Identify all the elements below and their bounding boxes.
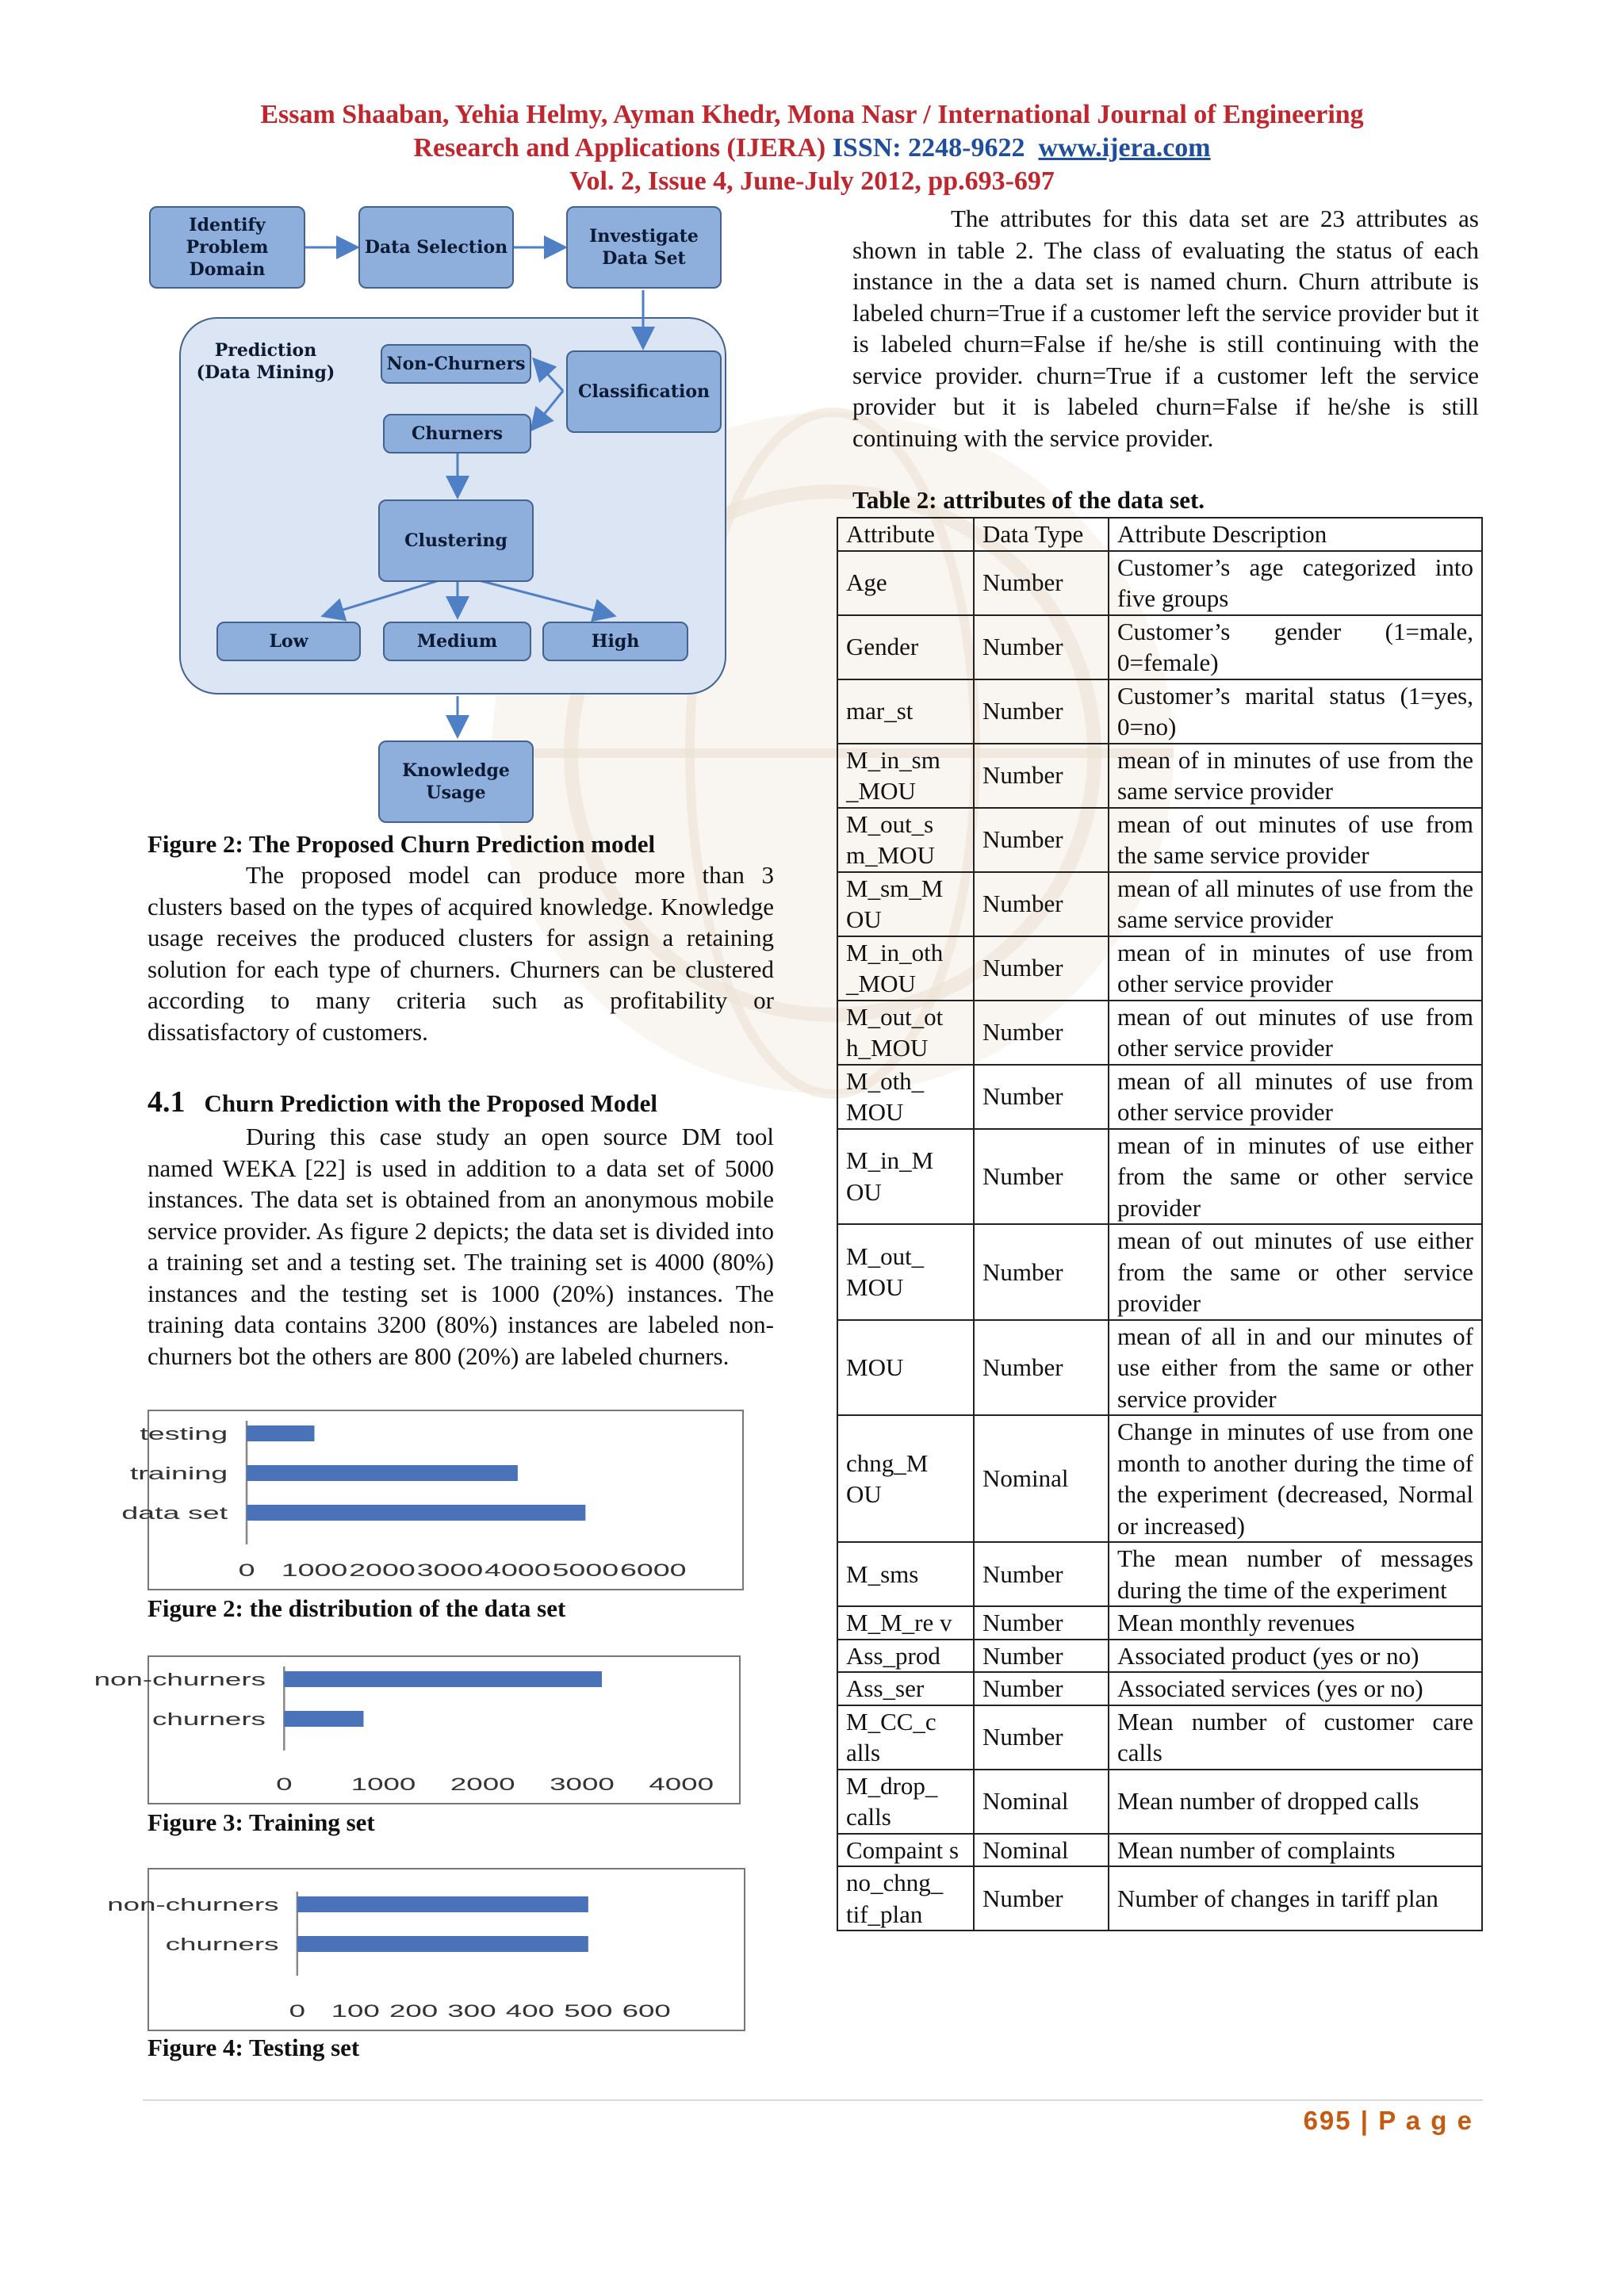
table-header-attribute: Attribute	[837, 518, 974, 551]
table-row	[837, 808, 1482, 872]
table-row	[837, 1640, 1482, 1673]
bar-data-set	[247, 1505, 585, 1521]
x-tick-label: 3000	[416, 1560, 484, 1580]
attributes-table	[837, 517, 1483, 1931]
table-row	[837, 679, 1482, 744]
description-cell: mean of all in and our minutes of use either from the same or other service provider	[1109, 1320, 1482, 1416]
chart-data-distribution-svg	[121, 1411, 745, 1592]
data-type-cell: Number	[974, 744, 1109, 808]
table-row	[837, 1001, 1482, 1065]
category-label: data set	[121, 1503, 228, 1523]
table-header-row	[837, 518, 1482, 551]
attribute-cell: M_in_oth _MOU	[837, 936, 974, 1001]
table-header-type: Data Type	[974, 518, 1109, 551]
table-row	[837, 1866, 1482, 1931]
investigate-data-box: Investigate Data Set	[566, 206, 722, 289]
data-type-cell: Number	[974, 1866, 1109, 1931]
churners-box: Churners	[383, 414, 531, 453]
table-2-caption: Table 2: attributes of the data set.	[852, 486, 1205, 514]
x-tick-label: 0	[289, 2002, 306, 2022]
attribute-cell: Ass_ser	[837, 1672, 974, 1705]
category-label: churners	[152, 1710, 266, 1730]
description-cell: Mean monthly revenues	[1109, 1606, 1482, 1640]
data-type-cell: Nominal	[974, 1834, 1109, 1867]
page-number	[1304, 2106, 1473, 2136]
description-cell: Change in minutes of use from one month to another during the time of the experiment (decreased, Normal or increased)	[1109, 1415, 1482, 1542]
page-word: P a g e	[1378, 2106, 1473, 2135]
table-row	[837, 1320, 1482, 1416]
category-label: testing	[140, 1424, 228, 1444]
bar-non-churners	[297, 1896, 588, 1912]
bar-testing	[247, 1425, 314, 1441]
header-line-3: Vol. 2, Issue 4, June-July 2012, pp.693-697	[569, 166, 1055, 196]
classification-box: Classification	[566, 350, 722, 433]
medium-cluster-box: Medium	[383, 622, 531, 661]
table-row	[837, 1705, 1482, 1770]
x-tick-label: 4000	[649, 1775, 714, 1795]
x-tick-label: 300	[447, 2002, 496, 2022]
table-row	[837, 1415, 1482, 1542]
page-number-separator: |	[1351, 2106, 1379, 2135]
data-type-cell: Number	[974, 872, 1109, 936]
header-issn: ISSN: 2248-9622	[832, 133, 1025, 163]
table-row	[837, 1065, 1482, 1129]
header-journal: Research and Applications (IJERA)	[413, 133, 833, 163]
attribute-cell: chng_M OU	[837, 1415, 974, 1542]
header-line-1: Essam Shaaban, Yehia Helmy, Ayman Khedr, Mona Nasr / International Journal of Engineering	[260, 100, 1364, 129]
description-cell: Mean number of dropped calls	[1109, 1770, 1482, 1834]
high-cluster-box: High	[542, 622, 688, 661]
category-label: training	[129, 1464, 228, 1483]
data-type-cell: Number	[974, 808, 1109, 872]
table-header-description: Attribute Description	[1109, 518, 1482, 551]
table-row	[837, 1542, 1482, 1606]
attribute-cell: no_chng_ tif_plan	[837, 1866, 974, 1931]
x-tick-label: 0	[238, 1560, 255, 1580]
attribute-cell: M_sms	[837, 1542, 974, 1606]
data-type-cell: Number	[974, 1065, 1109, 1129]
attribute-cell: M_in_sm _MOU	[837, 744, 974, 808]
data-selection-box: Data Selection	[358, 206, 514, 289]
bar-churners	[284, 1711, 363, 1727]
data-type-cell: Number	[974, 1672, 1109, 1705]
section-number: 4.1	[147, 1085, 186, 1119]
description-cell: Customer’s gender (1=male, 0=female)	[1109, 615, 1482, 679]
description-cell: mean of out minutes of use from other service provider	[1109, 1001, 1482, 1065]
data-type-cell: Nominal	[974, 1770, 1109, 1834]
figure-4-caption: Figure 4: Testing set	[147, 2034, 360, 2061]
bar-churners	[297, 1936, 588, 1952]
section-title: Churn Prediction with the Proposed Model	[204, 1089, 658, 1117]
description-cell: Mean number of complaints	[1109, 1834, 1482, 1867]
x-tick-label: 2000	[450, 1775, 515, 1795]
data-type-cell: Number	[974, 1129, 1109, 1225]
data-type-cell: Number	[974, 1542, 1109, 1606]
section-4-1-heading	[147, 1086, 782, 1119]
table-row	[837, 1129, 1482, 1225]
figure-2-caption: Figure 2: The Proposed Churn Prediction model	[147, 830, 656, 858]
data-type-cell: Nominal	[974, 1415, 1109, 1542]
description-cell: mean of in minutes of use from other service provider	[1109, 936, 1482, 1001]
table-row	[837, 872, 1482, 936]
data-type-cell: Number	[974, 1705, 1109, 1770]
attribute-cell: MOU	[837, 1320, 974, 1416]
description-cell: mean of out minutes of use either from the same or other service provider	[1109, 1224, 1482, 1320]
description-cell: mean of all minutes of use from other service provider	[1109, 1065, 1482, 1129]
attribute-cell: M_in_M OU	[837, 1129, 974, 1225]
table-row	[837, 615, 1482, 679]
chart-testing-set	[107, 1868, 745, 2031]
data-type-cell: Number	[974, 679, 1109, 744]
category-label: churners	[165, 1935, 279, 1955]
x-tick-label: 100	[331, 2002, 380, 2022]
table-row	[837, 1672, 1482, 1705]
description-cell: mean of in minutes of use from the same service provider	[1109, 744, 1482, 808]
attribute-cell: M_M_re v	[837, 1606, 974, 1640]
paragraph-attributes-intro: The attributes for this data set are 23 attributes as shown in table 2. The class of evaluating the status of each instance in the a data set is named churn. Churn attribute is labeled churn=True if a customer left the service provider but it is labeled churn=False if he/she is still continuing with the service provider. churn=True if a customer left the service provider but it is labeled churn=False if he/she is still continuing with the service provider.	[852, 205, 1479, 452]
description-cell: Number of changes in tariff plan	[1109, 1866, 1482, 1931]
paragraph-clusters: The proposed model can produce more than 3 clusters based on the types of acquired knowledge. Knowledge usage receives the produced clusters for assign a retaining solution for each type of churners. Churners can be clustered according to many criteria such as profitability or dissatisfactory of customers.	[147, 861, 774, 1046]
data-type-cell: Number	[974, 1224, 1109, 1320]
attribute-cell: M_sm_M OU	[837, 872, 974, 936]
table-row	[837, 744, 1482, 808]
table-row	[837, 551, 1482, 615]
page-number-value: 695	[1303, 2106, 1352, 2135]
low-cluster-box: Low	[216, 622, 361, 661]
paragraph-case-study: During this case study an open source DM tool named WEKA [22] is used in addition to a data set of 5000 instances. The data set is obtained from an anonymous mobile service provider. As figure 2 depicts; the data set is divided into a training set and a testing set. The training set is 4000 (80%) instances and the testing set is 1000 (20%) instances. The training data contains 3200 (80%) instances are labeled non-churners bot the others are 800 (20%) are labeled churners.	[147, 1123, 774, 1370]
data-type-cell: Number	[974, 1001, 1109, 1065]
x-tick-label: 400	[505, 2002, 555, 2022]
non-churners-box: Non-Churners	[381, 344, 531, 384]
attribute-cell: M_out_s m_MOU	[837, 808, 974, 872]
attribute-cell: Ass_prod	[837, 1640, 974, 1673]
data-type-cell: Number	[974, 615, 1109, 679]
x-tick-label: 200	[389, 2002, 439, 2022]
description-cell: Associated services (yes or no)	[1109, 1672, 1482, 1705]
data-type-cell: Number	[974, 551, 1109, 615]
table-row	[837, 936, 1482, 1001]
footer-rule	[143, 2099, 1483, 2101]
identify-problem-box: Identify Problem Domain	[149, 206, 305, 289]
x-tick-label: 500	[564, 2002, 613, 2022]
description-cell: Mean number of customer care calls	[1109, 1705, 1482, 1770]
bar-non-churners	[284, 1671, 602, 1687]
figure-3-caption: Figure 3: Training set	[147, 1808, 375, 1836]
table-row	[837, 1224, 1482, 1320]
x-tick-label: 600	[622, 2002, 671, 2022]
attribute-cell: M_drop_ calls	[837, 1770, 974, 1834]
description-cell: mean of in minutes of use either from the same or other service provider	[1109, 1129, 1482, 1225]
x-tick-label: 2000	[349, 1560, 416, 1580]
table-row	[837, 1770, 1482, 1834]
attribute-cell: Compaint s	[837, 1834, 974, 1867]
attribute-cell: M_out_ot h_MOU	[837, 1001, 974, 1065]
running-header	[0, 98, 1624, 198]
attribute-cell: Gender	[837, 615, 974, 679]
category-label: non-churners	[107, 1896, 279, 1915]
x-tick-label: 6000	[619, 1560, 687, 1580]
description-cell: mean of out minutes of use from the same service provider	[1109, 808, 1482, 872]
data-type-cell: Number	[974, 1640, 1109, 1673]
description-cell: Associated product (yes or no)	[1109, 1640, 1482, 1673]
data-type-cell: Number	[974, 1320, 1109, 1416]
chart-training-set	[94, 1655, 741, 1804]
data-type-cell: Number	[974, 1606, 1109, 1640]
chart-testing-set-svg	[107, 1869, 747, 2033]
attribute-cell: mar_st	[837, 679, 974, 744]
chart-data-distribution	[121, 1410, 744, 1590]
clustering-box: Clustering	[378, 499, 534, 582]
x-tick-label: 0	[276, 1775, 293, 1795]
description-cell: mean of all minutes of use from the same service provider	[1109, 872, 1482, 936]
x-tick-label: 3000	[550, 1775, 615, 1795]
description-cell: The mean number of messages during the time of the experiment	[1109, 1542, 1482, 1606]
table-row	[837, 1834, 1482, 1867]
knowledge-usage-box: Knowledge Usage	[378, 740, 534, 823]
x-tick-label: 4000	[485, 1560, 551, 1580]
attribute-cell: M_out_ MOU	[837, 1224, 974, 1320]
chart-training-set-svg	[94, 1657, 742, 1806]
x-tick-label: 5000	[552, 1560, 619, 1580]
x-tick-label: 1000	[350, 1775, 416, 1795]
category-label: non-churners	[94, 1670, 266, 1690]
table-row	[837, 1606, 1482, 1640]
attribute-cell: Age	[837, 551, 974, 615]
data-type-cell: Number	[974, 936, 1109, 1001]
description-cell: Customer’s marital status (1=yes, 0=no)	[1109, 679, 1482, 744]
header-line-2	[0, 132, 1624, 165]
prediction-label: Prediction (Data Mining)	[196, 340, 335, 383]
bar-training	[247, 1465, 518, 1481]
churn-model-flowchart	[143, 198, 745, 832]
header-url-link[interactable]: www.ijera.com	[1038, 133, 1211, 163]
table-body	[837, 551, 1482, 1931]
attribute-cell: M_CC_c alls	[837, 1705, 974, 1770]
attribute-cell: M_oth_ MOU	[837, 1065, 974, 1129]
description-cell: Customer’s age categorized into five groups	[1109, 551, 1482, 615]
figure-distribution-caption: Figure 2: the distribution of the data set	[147, 1594, 566, 1622]
x-tick-label: 1000	[281, 1560, 348, 1580]
